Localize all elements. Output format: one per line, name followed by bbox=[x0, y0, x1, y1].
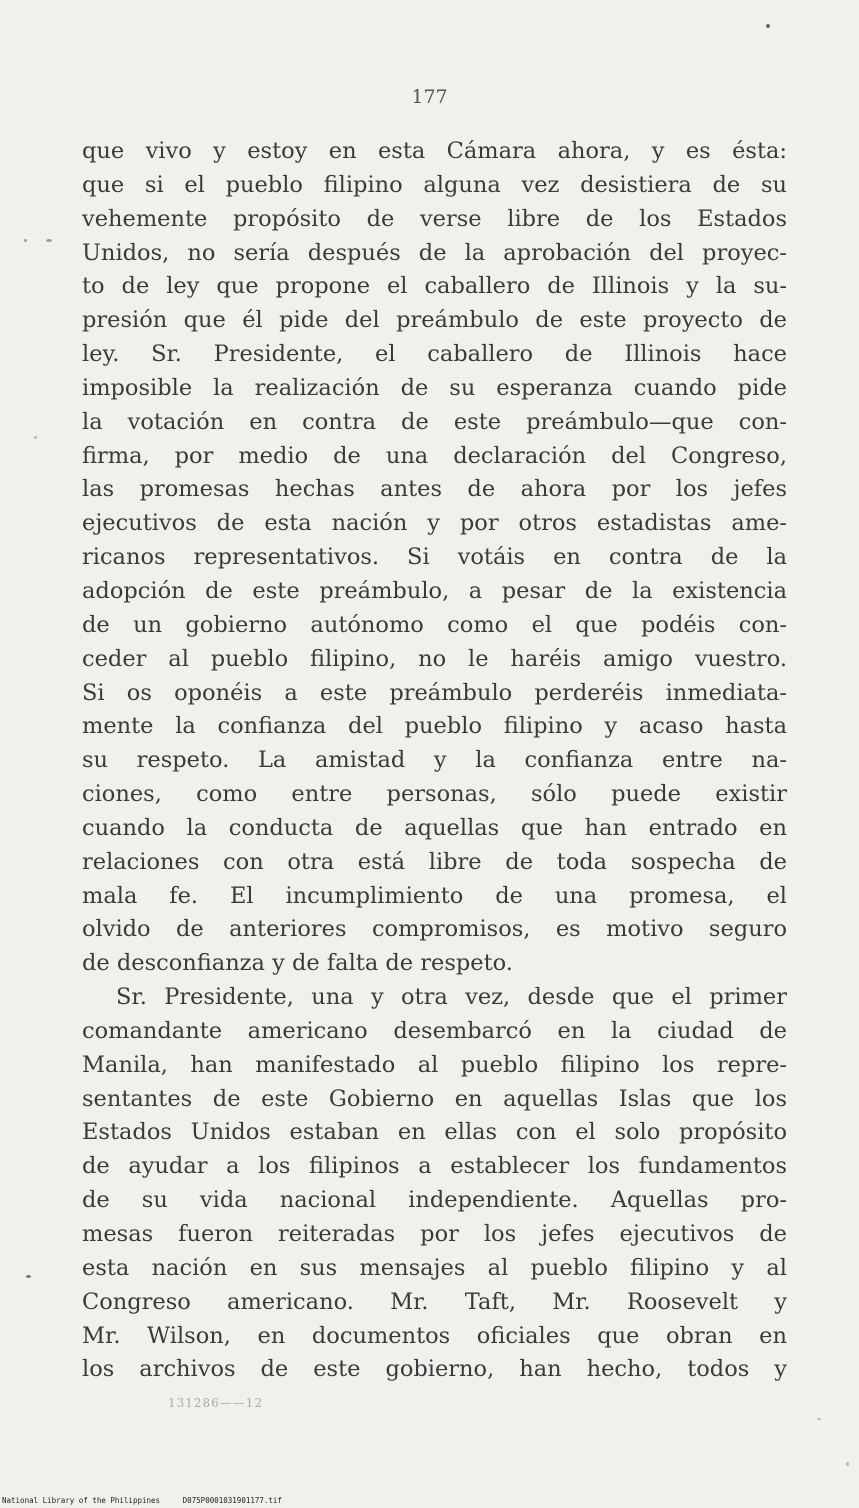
text-line: relaciones con otra está libre de toda sospecha de bbox=[82, 848, 787, 875]
body-text bbox=[82, 135, 787, 1387]
text-line: ley. Sr. Presidente, el caballero de Illinois hace bbox=[82, 341, 787, 368]
text-line: de su vida nacional independiente. Aquellas pro- bbox=[82, 1187, 787, 1214]
text-line: Si os oponéis a este preámbulo perderéis inmediata- bbox=[82, 679, 787, 706]
text-line: imposible la realización de su esperanza cuando pide bbox=[82, 374, 787, 401]
text-line: adopción de este preámbulo, a pesar de la existencia bbox=[82, 577, 787, 604]
text-line: la votación en contra de este preámbulo—que con- bbox=[82, 408, 787, 435]
text-line: los archivos de este gobierno, han hecho, todos y bbox=[82, 1356, 787, 1383]
text-line: Manila, han manifestado al pueblo filipino los repre- bbox=[82, 1051, 787, 1078]
text-line: Congreso americano. Mr. Taft, Mr. Roosevelt y bbox=[82, 1288, 787, 1315]
text-line: Sr. Presidente, una y otra vez, desde que el primer bbox=[116, 984, 787, 1011]
text-line: su respeto. La amistad y la confianza entre na- bbox=[82, 747, 787, 774]
text-line: mesas fueron reiteradas por los jefes ejecutivos de bbox=[82, 1221, 787, 1247]
scan-speck bbox=[846, 1462, 849, 1466]
text-line: to de ley que propone el caballero de Illinois y la su- bbox=[82, 273, 787, 300]
text-line: ceder al pueblo filipino, no le haréis amigo vuestro. bbox=[82, 645, 787, 672]
text-line: mala fe. El incumplimiento de una promesa, el bbox=[82, 882, 787, 909]
text-line: ciones, como entre personas, sólo puede existir bbox=[82, 781, 787, 808]
text-line: ricanos representativos. Si votáis en contra de la bbox=[82, 544, 787, 571]
text-line: ejecutivos de esta nación y por otros estadistas ame- bbox=[82, 510, 787, 537]
text-line: mente la confianza del pueblo filipino y acaso hasta bbox=[82, 713, 787, 740]
text-line: que vivo y estoy en esta Cámara ahora, y es ésta: bbox=[82, 138, 787, 164]
text-line: las promesas hechas antes de ahora por los jefes bbox=[82, 476, 787, 503]
text-line: firma, por medio de una declaración del Congreso, bbox=[82, 442, 787, 469]
text-line: Mr. Wilson, en documentos oficiales que obran en bbox=[82, 1322, 787, 1349]
text-line: esta nación en sus mensajes al pueblo filipino y al bbox=[82, 1254, 787, 1281]
text-line: de desconfianza y de falta de respeto. bbox=[82, 950, 513, 977]
scan-speck bbox=[26, 1275, 31, 1278]
scan-speck bbox=[817, 1418, 821, 1420]
scan-speck bbox=[34, 436, 37, 439]
scan-speck bbox=[46, 239, 52, 242]
text-line: que si el pueblo filipino alguna vez desistiera de su bbox=[82, 171, 787, 198]
text-line: sentantes de este Gobierno en aquellas Islas que los bbox=[82, 1085, 787, 1112]
page-number: 177 bbox=[411, 86, 448, 108]
text-line: de ayudar a los filipinos a establecer los fundamentos bbox=[82, 1153, 787, 1180]
scan-speck bbox=[24, 239, 27, 242]
text-line: Estados Unidos estaban en ellas con el solo propósito bbox=[82, 1119, 787, 1146]
text-line: comandante americano desembarcó en la ciudad de bbox=[82, 1017, 787, 1044]
text-line: Unidos, no sería después de la aprobación del proyec- bbox=[82, 239, 787, 266]
text-line: cuando la conducta de aquellas que han entrado en bbox=[82, 814, 787, 841]
text-line: olvido de anteriores compromisos, es motivo seguro bbox=[82, 916, 787, 943]
printer-signature: 131286——12 bbox=[168, 1396, 264, 1410]
text-line: de un gobierno autónomo como el que podéis con- bbox=[82, 611, 787, 638]
scan-footer: National Library of the Philippines D075P0001031901177.tif bbox=[2, 1496, 282, 1505]
text-line: presión que él pide del preámbulo de este proyecto de bbox=[82, 307, 787, 334]
text-line: vehemente propósito de verse libre de los Estados bbox=[82, 205, 787, 232]
scan-speck bbox=[766, 24, 770, 28]
